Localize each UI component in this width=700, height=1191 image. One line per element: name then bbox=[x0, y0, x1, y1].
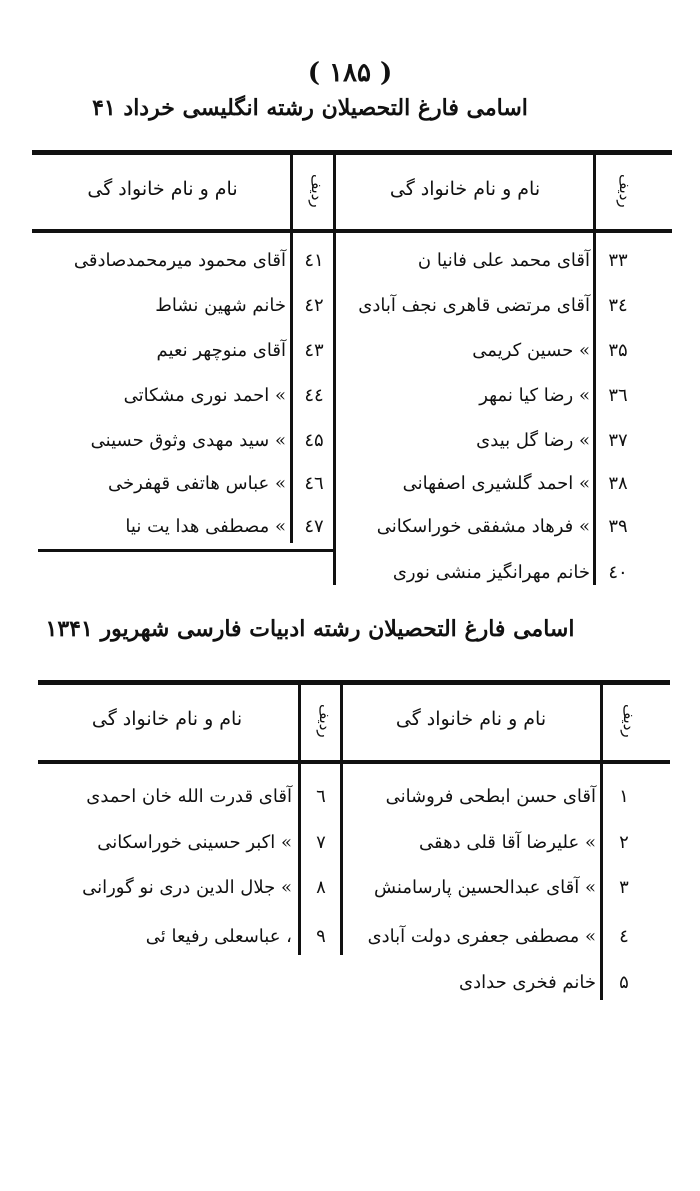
row-name: » سید مهدی وثوق حسینی bbox=[90, 430, 286, 451]
column-divider bbox=[290, 155, 293, 543]
row-name: آقای مرتضی قاهری نجف آبادی bbox=[358, 295, 590, 316]
row-name: » عباس هاتفی قهفرخی bbox=[108, 473, 286, 494]
row-number: ٦ bbox=[316, 786, 326, 807]
header-name: نام و نام خانواد گی bbox=[395, 708, 547, 730]
row-number: ٤٤ bbox=[304, 385, 324, 406]
row-name: » آقای عبدالحسین پارسامنش bbox=[373, 877, 596, 898]
row-number: ۷ bbox=[316, 832, 326, 853]
header-radif: ردیف bbox=[620, 704, 638, 738]
row-name: خانم مهرانگیز منشی نوری bbox=[392, 562, 590, 583]
row-name: » مصطفی هدا یت نیا bbox=[125, 516, 286, 537]
row-name: خانم فخری حدادی bbox=[459, 972, 596, 993]
row-name: » فرهاد مشفقی خوراسکانی bbox=[376, 516, 590, 537]
row-number: ۳٤ bbox=[608, 295, 628, 316]
column-divider bbox=[333, 155, 336, 585]
row-number: ۵ bbox=[619, 972, 629, 993]
column-divider bbox=[593, 155, 596, 585]
row-number: ٤ bbox=[619, 926, 629, 947]
row-number: ٤۰ bbox=[608, 562, 628, 583]
header-name: نام و نام خانواد گی bbox=[389, 178, 541, 200]
header-name: نام و نام خانواد گی bbox=[87, 178, 238, 200]
row-number: ۳۸ bbox=[608, 473, 628, 494]
header-radif: ردیف bbox=[616, 174, 634, 208]
header-radif: ردیف bbox=[308, 174, 326, 208]
table-top-rule bbox=[32, 150, 672, 155]
row-number: ۳٦ bbox=[608, 385, 628, 406]
row-name: » جلال الدین دری نو گورانی bbox=[82, 877, 292, 898]
row-name: » علیرضا آقا قلی دهقی bbox=[418, 832, 596, 853]
column-divider bbox=[600, 685, 603, 1000]
row-number: ۳۳ bbox=[608, 250, 628, 271]
row-number: ۹ bbox=[316, 926, 326, 947]
section1-title: اسامی فارغ التحصیلان رشته انگلیسی خرداد ۴۱ bbox=[92, 95, 528, 121]
row-name: آقای قدرت الله خان احمدی bbox=[86, 786, 292, 807]
row-name: آقای حسن ابطحی فروشانی bbox=[385, 786, 596, 807]
column-divider bbox=[340, 685, 343, 955]
page-number: ( ۱۸۵ ) bbox=[307, 58, 393, 88]
table-top-rule bbox=[38, 680, 670, 685]
row-number: ٤۱ bbox=[304, 250, 324, 271]
table-header-rule bbox=[32, 229, 672, 233]
row-name: آقای منوچهر نعیم bbox=[156, 340, 286, 361]
table-bottom-rule bbox=[38, 549, 334, 552]
row-name: ، عباسعلی رفیعا ئی bbox=[145, 926, 292, 947]
row-number: ۳ bbox=[619, 877, 629, 898]
row-number: ۳۷ bbox=[608, 430, 628, 451]
row-name: » اکبر حسینی خوراسکانی bbox=[97, 832, 292, 853]
row-number: ٤۳ bbox=[304, 340, 324, 361]
row-number: ٤۵ bbox=[304, 430, 324, 451]
row-number: ۱ bbox=[619, 786, 629, 807]
row-name: آقای محمد علی فانیا ن bbox=[417, 250, 590, 271]
table-header-rule bbox=[38, 760, 670, 764]
row-name: » رضا گل بیدی bbox=[476, 430, 590, 451]
row-name: » مصطفی جعفری دولت آبادی bbox=[367, 926, 596, 947]
header-radif: ردیف bbox=[316, 704, 334, 738]
row-name: » احمد گلشیری اصفهانی bbox=[402, 473, 590, 494]
row-number: ۳۵ bbox=[608, 340, 628, 361]
section2-title: اسامی فارغ التحصیلان رشته ادبیات فارسی شهریور ۱۳۴۱ bbox=[45, 616, 575, 642]
column-divider bbox=[298, 685, 301, 955]
row-name: » احمد نوری مشکاتی bbox=[123, 385, 286, 406]
row-number: ٤٦ bbox=[304, 473, 324, 494]
row-number: ٤۲ bbox=[304, 295, 324, 316]
row-number: ۳۹ bbox=[608, 516, 628, 537]
row-name: خانم شهین نشاط bbox=[155, 295, 286, 316]
row-number: ٤۷ bbox=[304, 516, 324, 537]
row-number: ۲ bbox=[619, 832, 629, 853]
header-name: نام و نام خانواد گی bbox=[91, 708, 243, 730]
row-name: » حسین کریمی bbox=[472, 340, 590, 361]
row-number: ۸ bbox=[316, 877, 326, 898]
row-name: آقای محمود میرمحمدصادقی bbox=[73, 250, 286, 271]
row-name: » رضا کیا نمهر bbox=[479, 385, 590, 406]
